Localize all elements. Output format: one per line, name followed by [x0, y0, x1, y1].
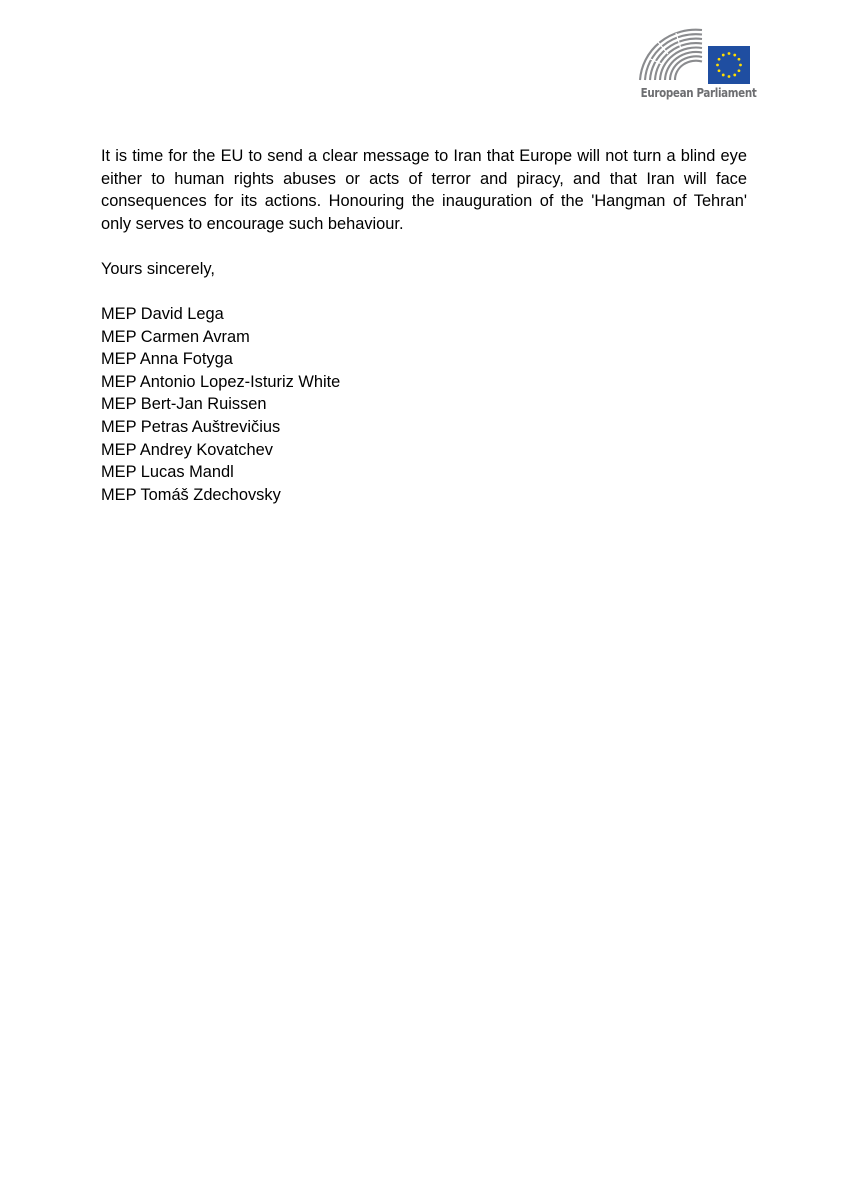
- signatory: MEP Andrey Kovatchev: [101, 440, 273, 459]
- signatory: MEP Tomáš Zdechovsky: [101, 485, 281, 504]
- signatory: MEP Anna Fotyga: [101, 350, 233, 369]
- signatory-list: [101, 303, 340, 506]
- signatory: MEP Lucas Mandl: [101, 463, 234, 482]
- logo-text: European Parliament: [640, 86, 757, 100]
- eu-flag-icon: [708, 46, 750, 84]
- signatory: MEP Petras Auštrevičius: [101, 417, 281, 436]
- signatory: MEP Antonio Lopez-Isturiz White: [101, 372, 341, 391]
- letter-paragraph: It is time for the EU to send a clear message to Iran that Europe will not turn a blind eye either to human rights abuses or acts of terror and piracy, and that Iran will face consequences for its actions. Honouring the inauguration of the 'Hangman of Tehran' only serves to encourage such behaviour.: [101, 147, 747, 233]
- signatory: MEP Carmen Avram: [101, 327, 250, 346]
- signatory: MEP David Lega: [101, 305, 224, 323]
- signatory: MEP Bert-Jan Ruissen: [101, 395, 267, 414]
- european-parliament-logo: [632, 22, 756, 106]
- letter-closing: Yours sincerely,: [101, 260, 215, 278]
